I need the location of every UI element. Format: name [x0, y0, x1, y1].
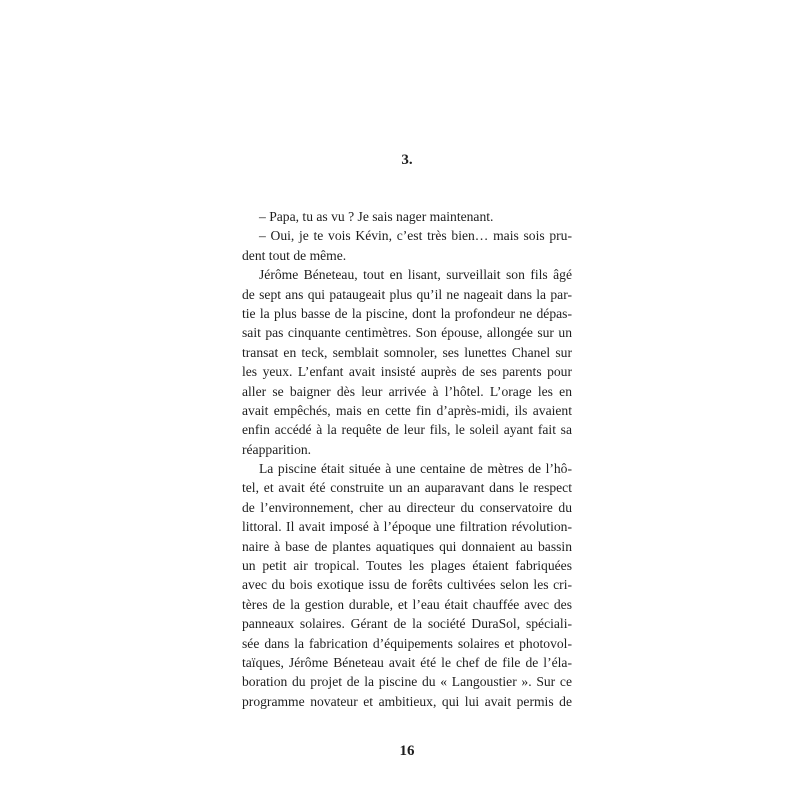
text-line: enfin accédé à la requête de leur fils, le soleil ayant fait sa [242, 422, 572, 438]
text-line: les yeux. L’enfant avait insisté auprès de ses parents pour [242, 364, 572, 380]
page-number: 16 [399, 743, 415, 759]
text-line: Jérôme Béneteau, tout en lisant, surveillait son fils âgé [259, 267, 572, 283]
text-line: aller se baigner dès leur arrivée à l’hôtel. L’orage les en [242, 383, 572, 399]
text-line: tel, et avait été construite un an auparavant dans le respect [242, 480, 572, 496]
text-line: – Papa, tu as vu ? Je sais nager maintenant. [259, 209, 494, 224]
text-line: avait empêchés, mais en cette fin d’après-midi, ils avaient [242, 402, 572, 418]
text-line: littoral. Il avait imposé à l’époque une filtration révolution- [242, 519, 572, 535]
text-line: de l’environnement, cher au directeur du conservatoire du [242, 499, 572, 515]
text-line: naire à base de plantes aquatiques qui donnaient au bassin [242, 538, 572, 554]
text-line: sait pas cinquante centimètres. Son épouse, allongée sur un [242, 325, 572, 341]
text-line: un petit air tropical. Toutes les plages étaient fabriquées [242, 558, 572, 574]
text-line: boration du projet de la piscine du « Langoustier ». Sur ce [242, 674, 572, 690]
text-line: sée dans la fabrication d’équipements solaires et photovol- [242, 635, 572, 651]
text-line: panneaux solaires. Gérant de la société DuraSol, spéciali- [242, 616, 572, 632]
chapter-heading: 3. [401, 152, 413, 168]
text-line: transat en teck, semblait somnoler, ses lunettes Chanel sur [242, 344, 572, 360]
text-line: tie la plus basse de la piscine, dont la profondeur ne dépas- [242, 305, 572, 321]
text-line: – Oui, je te vois Kévin, c’est très bien… mais sois pru- [259, 228, 572, 244]
text-line: tères de la gestion durable, et l’eau était chauffée avec des [242, 596, 572, 612]
body-text [242, 207, 572, 711]
text-line: réapparition. [242, 441, 312, 457]
text-line: avec du bois exotique issu de forêts cultivées selon les cri- [242, 577, 572, 593]
text-line: La piscine était située à une centaine de mètres de l’hô- [259, 461, 572, 477]
text-line: de sept ans qui pataugeait plus qu’il ne nageait dans la par- [242, 286, 572, 302]
text-line: dent tout de même. [242, 247, 347, 263]
text-line: taïques, Jérôme Béneteau avait été le chef de file de l’éla- [242, 654, 572, 670]
text-line: programme novateur et ambitieux, qui lui avait permis de [242, 693, 572, 709]
